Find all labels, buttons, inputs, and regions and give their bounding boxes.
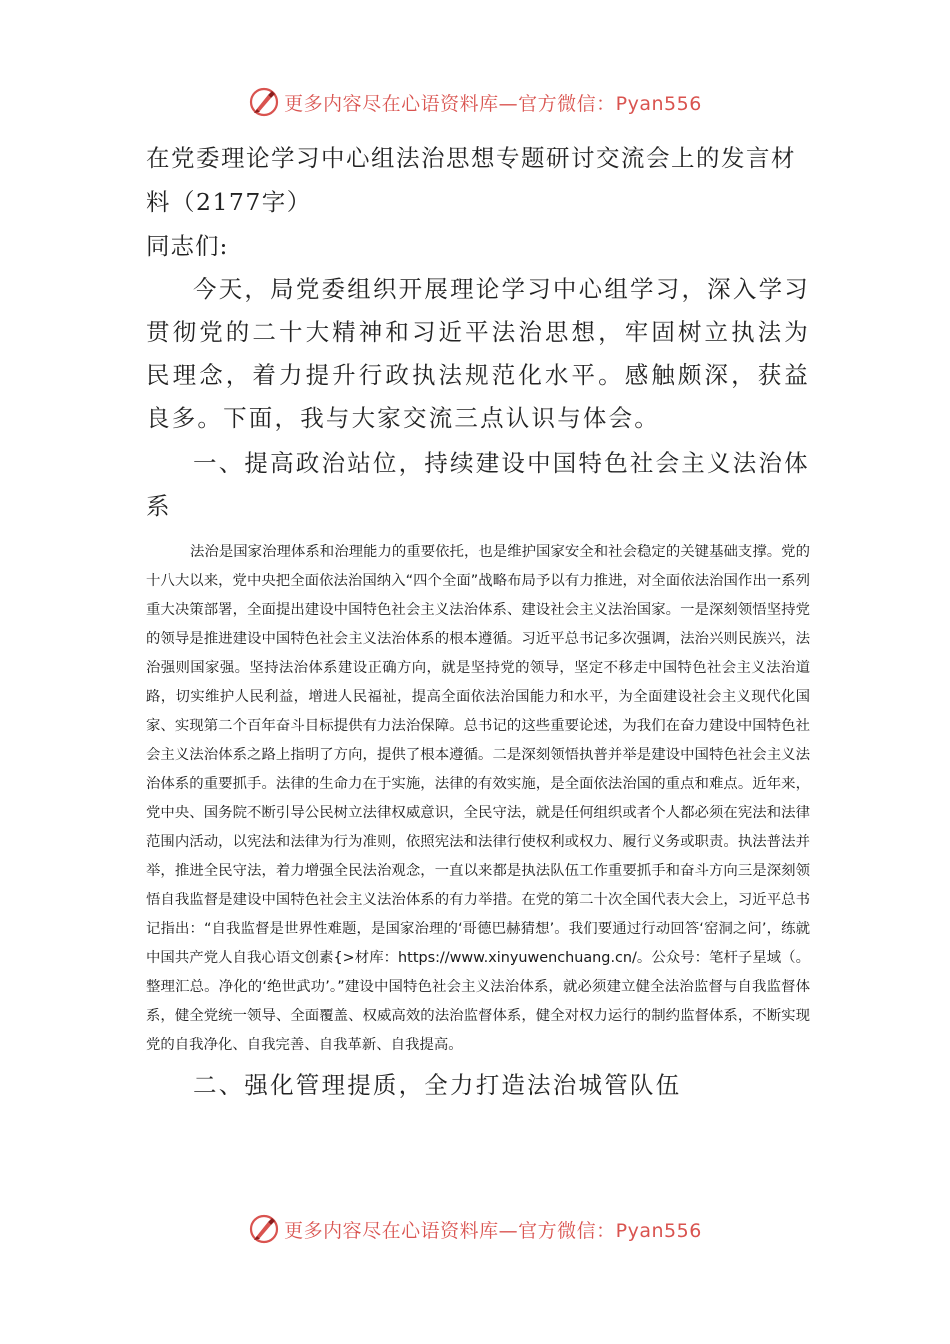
- intro-paragraph: 今天，局党委组织开展理论学习中心组学习，深入学习贯彻党的二十大精神和习近平法治思想，牢固树立执法为民理念，着力提升行政执法规范化水平。感触颇深，获益良多。下面，我与大家交流三点认识与体会。: [146, 275, 810, 432]
- section-1-heading: 一、提高政治站位，持续建设中国特色社会主义法治体系: [146, 449, 810, 520]
- section-2-heading: 二、强化管理提质，全力打造法治城管队伍: [193, 1071, 682, 1099]
- pen-logo-icon: [248, 1213, 280, 1245]
- pen-logo-icon: [248, 86, 280, 118]
- document-title: 在党委理论学习中心组法治思想专题研讨交流会上的发言材料（2177字）: [146, 144, 796, 216]
- bottom-banner: [0, 1209, 950, 1249]
- section-1-body: 法治是国家治理体系和治理能力的重要依托，也是维护国家安全和社会稳定的关键基础支撑。党的十八大以来，党中央把全面依法治国纳入“四个全面”战略布局予以有力推进，对全面依法治国作出一系列重大决策部署，全面提出建设中国特色社会主义法治体系、建设社会主义法治国家。一是深刻领悟坚持党的领导是推进建设中国特色社会主义法治体系的根本遵循。习近平总书记多次强调，法治兴则民族兴，法治强则国家强。坚持法治体系建设正确方向，就是坚持党的领导，坚定不移走中国特色社会主义法治道路，切实维护人民利益，增进人民福祉，提高全面依法治国能力和水平，为全面建设社会主义现代化国家、实现第二个百年奋斗目标提供有力法治保障。总书记的这些重要论述，为我们在奋力建设中国特色社会主义法治体系之路上指明了方向，提供了根本遵循。二是深刻领悟执普并举是建设中国特色社会主义法治体系的重要抓手。法律的生命力在于实施，法律的有效实施，是全面依法治国的重点和难点。近年来，党中央、国务院不断引导公民树立法律权威意识，全民守法，就是任何组织或者个人都必须在宪法和法律范围内活动，以宪法和法律为行为准则，依照宪法和法律行使权利或权力、履行义务或职责。执法普法并举，推进全民守法，着力增强全民法治观念，一直以来都是执法队伍工作重要抓手和奋斗方向三是深刻领悟自我监督是建设中国特色社会主义法治体系的有力举措。在党的第二十次全国代表大会上，习近平总书记指出：“自我监督是世界性难题，是国家治理的‘哥德巴赫猜想’。我们要通过行动回答‘窑洞之问’，练就中国共产党人自我心语文创素{>材库：https://www.xinyuwenchuang.cn/。公众号：笔杆子星域（。整理汇总。净化的‘绝世武功’。”建设中国特色社会主义法治体系，就必须建立健全法治监督与自我监督体系，健全党统一领导、全面覆盖、权威高效的法治监督体系，健全对权力运行的制约监督体系，不断实现党的自我净化、自我完善、自我革新、自我提高。: [146, 544, 810, 1053]
- document-body: [146, 136, 810, 1107]
- banner-text: 更多内容尽在心语资料库—官方微信：Pyan556: [284, 1219, 702, 1242]
- top-banner: [0, 82, 950, 122]
- banner-text: 更多内容尽在心语资料库—官方微信：Pyan556: [284, 92, 702, 115]
- greeting: 同志们:: [146, 232, 229, 260]
